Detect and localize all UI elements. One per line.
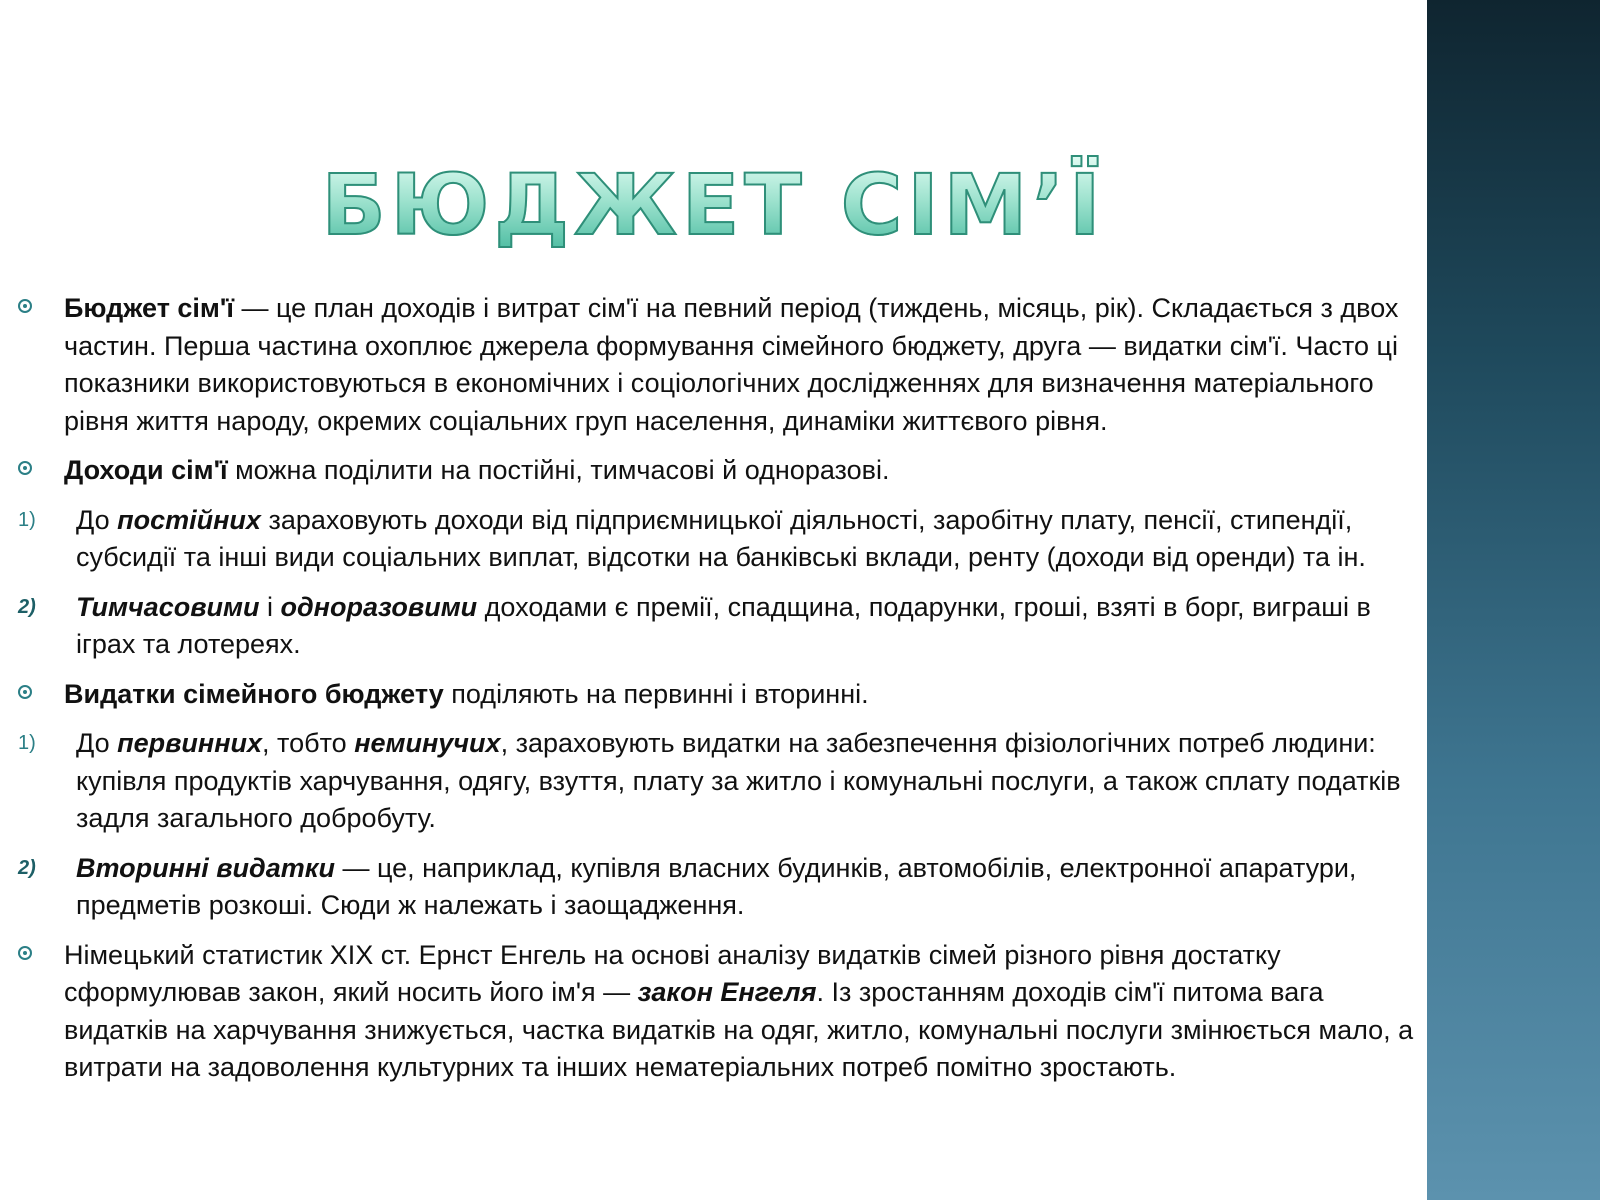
circle-bullet-icon <box>18 946 32 960</box>
circle-bullet-icon <box>18 685 32 699</box>
slide-body <box>18 290 1418 1099</box>
list-number: 1) <box>18 732 36 754</box>
expenses-text: поділяють на первинні і вторинні. <box>443 678 869 709</box>
term-permanent: постійних <box>117 504 261 535</box>
term-primary: первинних <box>117 728 263 758</box>
title-container <box>0 150 1427 260</box>
term-family-income: Доходи сім'ї <box>64 455 228 485</box>
text-fragment: — це, наприклад, купівля власних будинків, автомобілів, електронної апаратури, предметів розкоші. Сюди ж належать і заощадження. <box>76 852 1357 920</box>
text-fragment: , зараховують видатки на забезпечення фізіологічних потреб людини: купівля продуктів харчування, одягу, взуття, плату за житло і комунальні послуги, а також сплату податків задля загального добробуту. <box>76 728 1401 833</box>
term-secondary-expenses: Вторинні видатки <box>76 852 335 883</box>
text-fragment: До <box>76 728 118 758</box>
text-fragment: До <box>76 504 118 535</box>
text-fragment: Німецький статистик XIX ст. Ернст Енгель на основі аналізу видатків сімей різного рівня достатку сформулював закон, який носить його ім'я — <box>64 939 1281 1007</box>
paragraph-engel-law <box>18 937 1418 1087</box>
list-item-primary-expenses <box>18 725 1418 838</box>
term-one-time: одноразовими <box>280 591 478 622</box>
term-engel-law: закон Енгеля <box>637 977 817 1007</box>
slide-title: БЮДЖЕТ СІМ’Ї <box>322 150 1106 260</box>
text-fragment: доходами є премії, спадщина, подарунки, гроші, взяті в борг, виграші в іграх та лотереях. <box>76 591 1371 659</box>
list-item-secondary-expenses <box>18 850 1418 925</box>
term-budget-expenses: Видатки сімейного бюджету <box>64 678 444 709</box>
list-number: 1) <box>18 508 36 531</box>
circle-bullet-icon <box>18 461 32 475</box>
text-fragment: . Із зростанням доходів сім'ї питома вага видатків на харчування знижується, частка видатків на одяг, житло, комунальні послуги змінюється мало, а витрати на задоволення культурних та інших нематеріальних потреб помітно зростають. <box>64 977 1414 1082</box>
income-text: можна поділити на постійні, тимчасові й одноразові. <box>227 455 890 485</box>
term-temporary: Тимчасовими <box>76 591 260 622</box>
text-fragment: , тобто <box>262 728 355 758</box>
list-item-temporary-income <box>18 589 1418 664</box>
list-number: 2) <box>18 595 36 618</box>
text-fragment: і <box>259 591 281 622</box>
paragraph-family-budget <box>18 290 1418 440</box>
term-family-budget: Бюджет сім'ї <box>64 293 234 323</box>
paragraph-budget-expenses <box>18 676 1418 714</box>
list-item-permanent-income <box>18 502 1418 577</box>
paragraph-family-income <box>18 452 1418 490</box>
definition-text: — це план доходів і витрат сім'ї на певний період (тиждень, місяць, рік). Складається з двох частин. Перша частина охоплює джерела формування сімейного бюджету, друга — видатки сім'ї. Часто ці показники використовуються в економічних і соціологічних дослідженнях для визначення матеріального рівня життя народу, окремих соціальних груп населення, динаміки життєвого рівня. <box>64 293 1399 436</box>
circle-bullet-icon <box>18 299 32 313</box>
text-fragment: зараховують доходи від підприємницької діяльності, заробітну плату, пенсії, стипендії, субсидії та інші види соціальних виплат, відсотки на банківські вклади, ренту (доходи від оренди) та ін. <box>76 504 1366 572</box>
term-unavoidable: неминучих <box>354 728 501 758</box>
side-decorative-panel <box>1427 0 1600 1200</box>
list-number: 2) <box>18 856 36 879</box>
